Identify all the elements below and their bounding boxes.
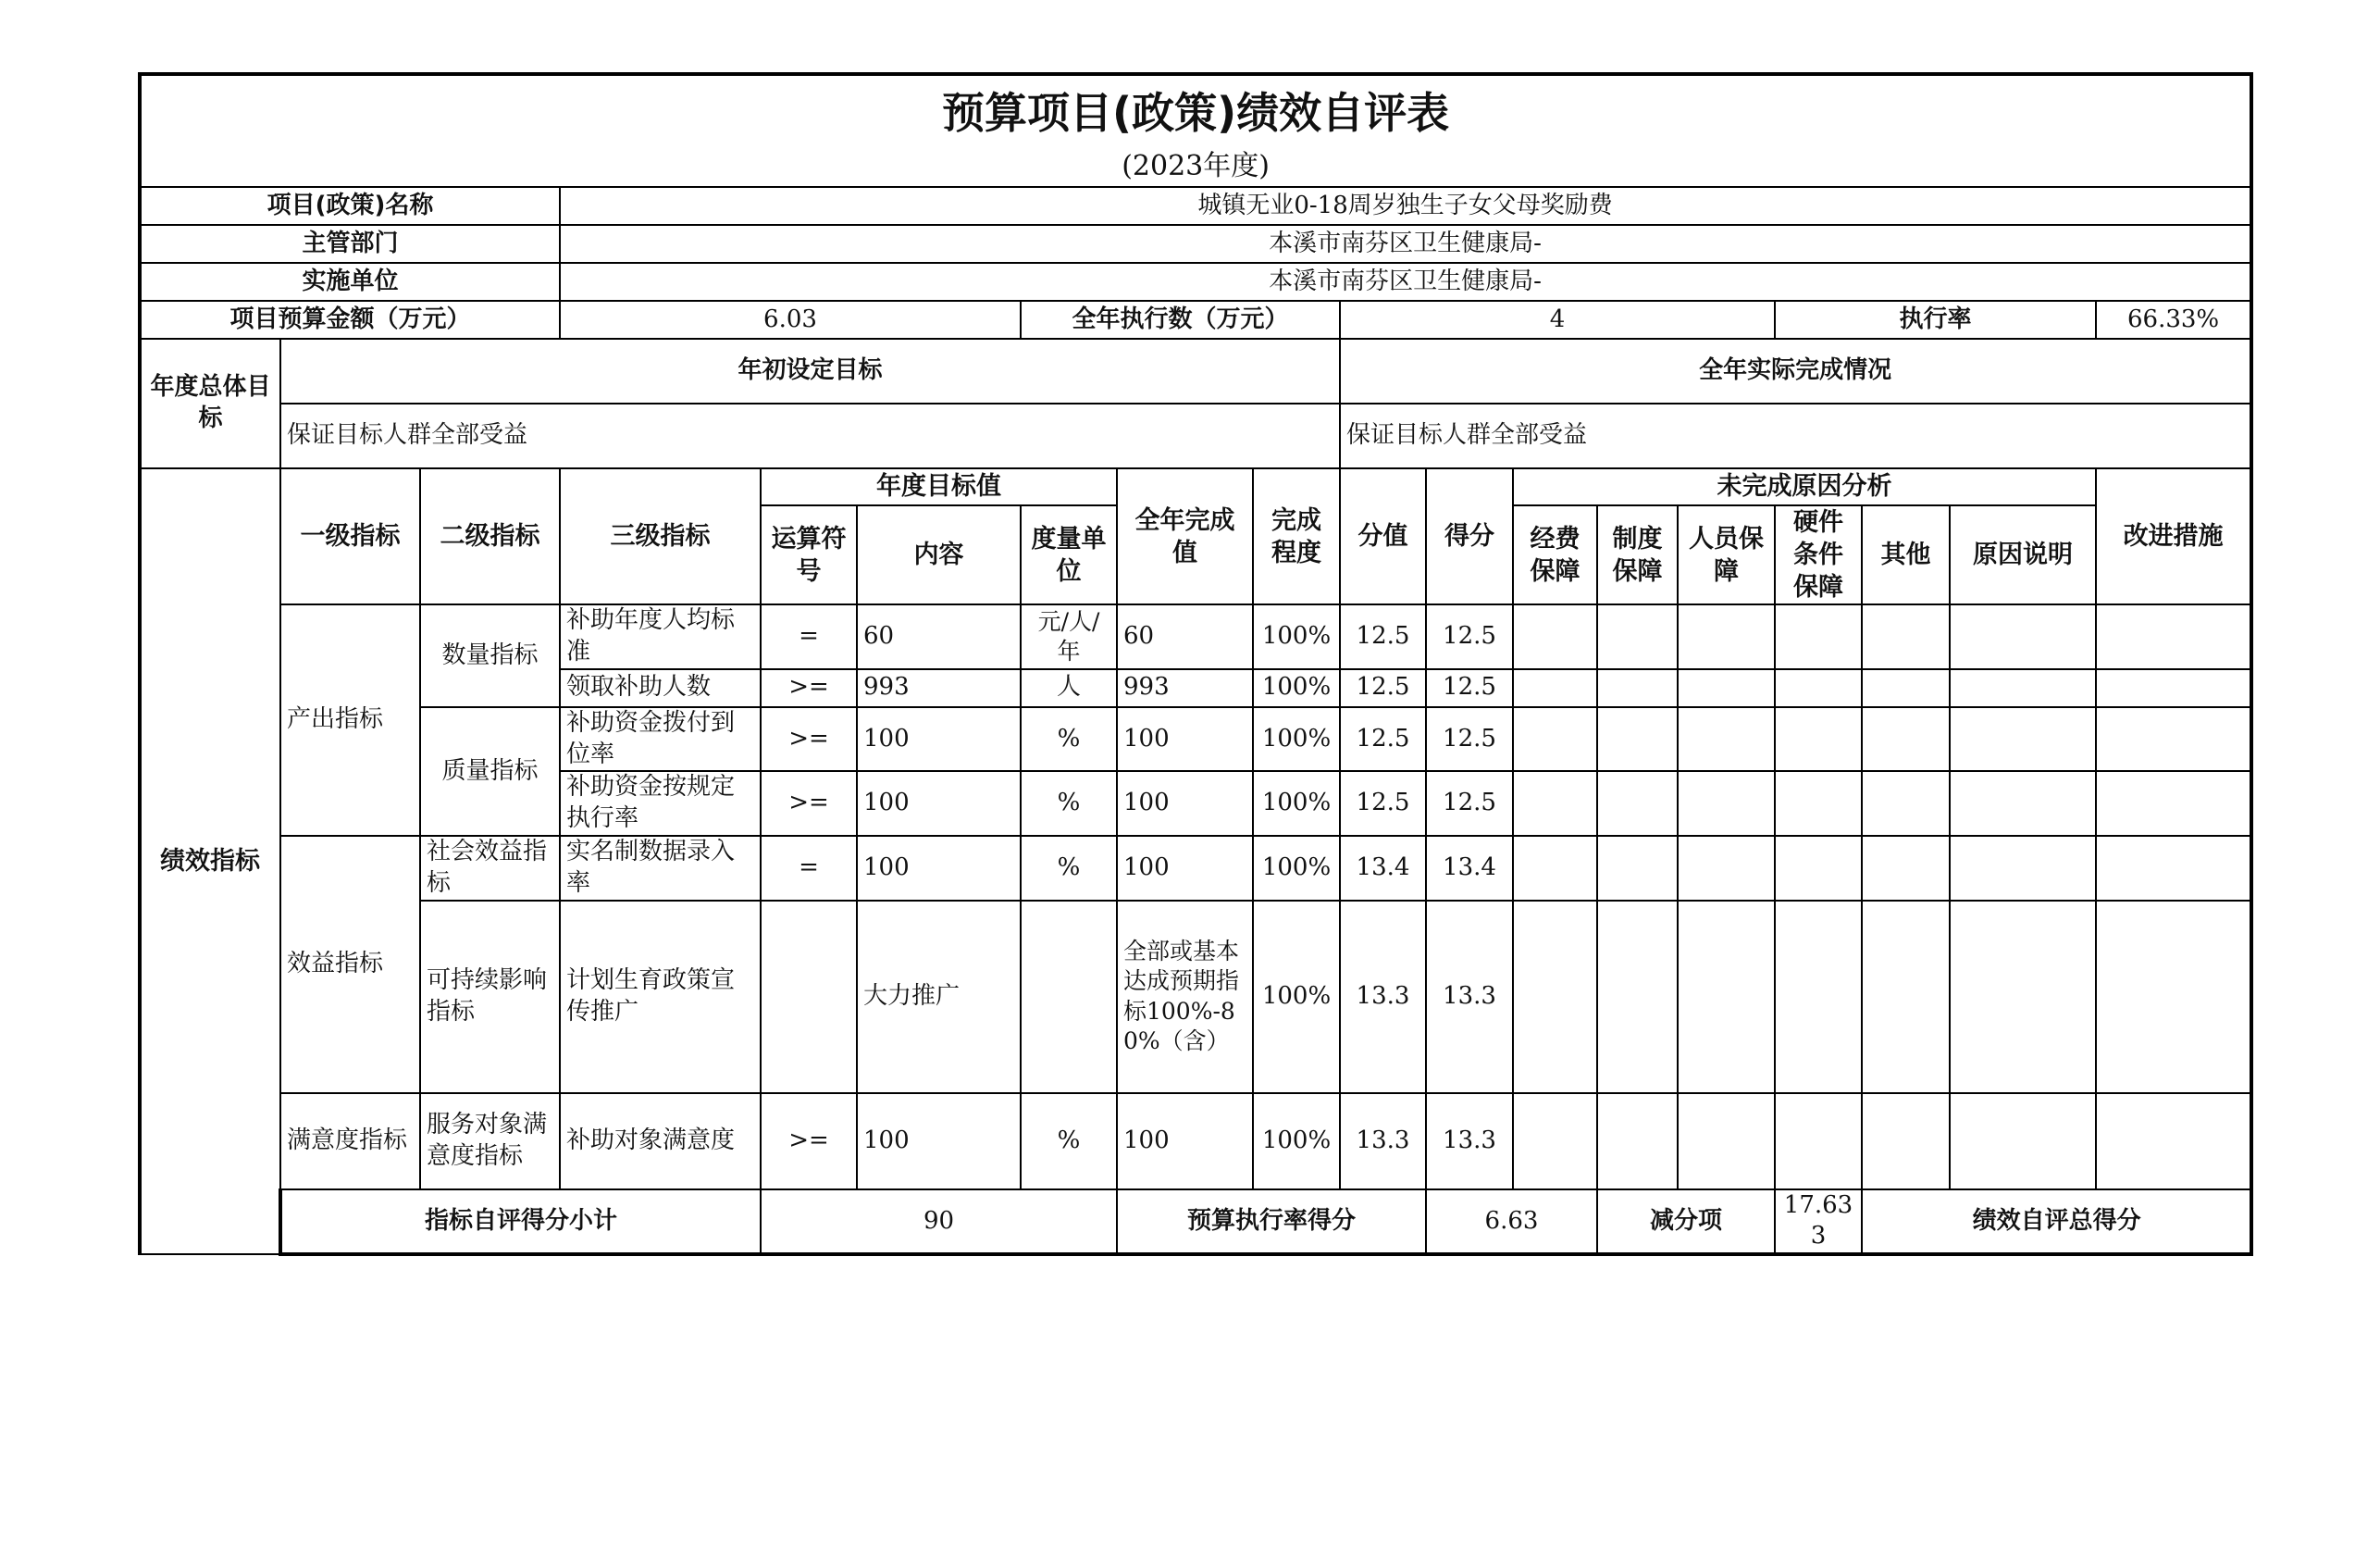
level3-cell: 补助资金按规定执行率: [560, 771, 761, 836]
page-title: 预算项目(政策)绩效自评表: [140, 74, 2251, 146]
group-quality: 质量指标: [420, 707, 560, 836]
degree-cell: 100%: [1253, 901, 1340, 1093]
actual-cell: 60: [1117, 604, 1253, 669]
group-benefit: 效益指标: [280, 836, 420, 1093]
budget-value: 6.03: [560, 301, 1021, 339]
score-cell: 12.5: [1340, 707, 1426, 772]
level3-cell: 领取补助人数: [560, 669, 761, 707]
target-value-header: 年度目标值: [761, 468, 1117, 505]
reason-other-header: 其他: [1862, 505, 1950, 604]
level3-cell: 补助年度人均标准: [560, 604, 761, 669]
budget-score-value: 6.63: [1426, 1189, 1597, 1255]
actual-cell: 993: [1117, 669, 1253, 707]
unit-cell: %: [1021, 771, 1117, 836]
table-row: [140, 836, 2251, 901]
level3-cell: 实名制数据录入率: [560, 836, 761, 901]
got-cell: 12.5: [1426, 707, 1513, 772]
operator-cell: >=: [761, 771, 857, 836]
operator-cell: =: [761, 836, 857, 901]
actual-value-header: 全年完成值: [1117, 468, 1253, 604]
actual-cell: 100: [1117, 707, 1253, 772]
level3-cell: 计划生育政策宣传推广: [560, 901, 761, 1093]
executed-label: 全年执行数（万元）: [1021, 301, 1340, 339]
unit-cell: 人: [1021, 669, 1117, 707]
table-row: [140, 707, 2251, 772]
operator-cell: >=: [761, 669, 857, 707]
score-cell: 13.3: [1340, 1093, 1426, 1189]
project-name-label: 项目(政策)名称: [140, 187, 560, 225]
group-social: 社会效益指标: [420, 836, 560, 901]
reason-funding-header: 经费保障: [1513, 505, 1597, 604]
unit-cell: %: [1021, 707, 1117, 772]
operator-cell: >=: [761, 1093, 857, 1189]
dept-value: 本溪市南芬区卫生健康局-: [560, 225, 2251, 263]
deduct-label: 减分项: [1597, 1189, 1775, 1255]
level2-header: 二级指标: [420, 468, 560, 604]
subtotal-label: 指标自评得分小计: [280, 1189, 761, 1255]
table-row: [140, 1093, 2251, 1189]
unit-cell: %: [1021, 1093, 1117, 1189]
actual-goal-value: 保证目标人群全部受益: [1340, 404, 2251, 468]
score-cell: 13.4: [1340, 836, 1426, 901]
degree-header: 完成程度: [1253, 468, 1340, 604]
subtotal-value: 90: [761, 1189, 1117, 1255]
budget-score-label: 预算执行率得分: [1117, 1189, 1426, 1255]
operator-cell: >=: [761, 707, 857, 772]
got-cell: 12.5: [1426, 669, 1513, 707]
group-output: 产出指标: [280, 604, 420, 836]
deduct-value: 17.633: [1775, 1189, 1862, 1255]
got-header: 得分: [1426, 468, 1513, 604]
reason-hardware-header: 硬件条件保障: [1775, 505, 1862, 604]
degree-cell: 100%: [1253, 707, 1340, 772]
degree-cell: 100%: [1253, 836, 1340, 901]
content-cell: 993: [857, 669, 1021, 707]
degree-cell: 100%: [1253, 604, 1340, 669]
degree-cell: 100%: [1253, 1093, 1340, 1189]
total-score-label: 绩效自评总得分: [1862, 1189, 2251, 1255]
got-cell: 12.5: [1426, 604, 1513, 669]
operator-cell: [761, 901, 857, 1093]
performance-table-sheet: [138, 72, 2250, 1251]
content-cell: 100: [857, 707, 1021, 772]
reason-staff-header: 人员保障: [1678, 505, 1775, 604]
degree-cell: 100%: [1253, 669, 1340, 707]
content-cell: 60: [857, 604, 1021, 669]
table-row: [140, 604, 2251, 669]
got-cell: 12.5: [1426, 771, 1513, 836]
rate-label: 执行率: [1775, 301, 2096, 339]
annual-goal-label: 年度总体目标: [140, 339, 280, 468]
actual-cell: 全部或基本达成预期指标100%-80%（含）: [1117, 901, 1253, 1093]
level1-header: 一级指标: [280, 468, 420, 604]
dept-label: 主管部门: [140, 225, 560, 263]
score-header: 分值: [1340, 468, 1426, 604]
level3-cell: 补助资金拨付到位率: [560, 707, 761, 772]
project-name-value: 城镇无业0-18周岁独生子女父母奖励费: [560, 187, 2251, 225]
unit-cell: 元/人/年: [1021, 604, 1117, 669]
group-sustain: 可持续影响指标: [420, 901, 560, 1093]
got-cell: 13.3: [1426, 901, 1513, 1093]
score-cell: 12.5: [1340, 771, 1426, 836]
score-cell: 13.3: [1340, 901, 1426, 1093]
group-quantity: 数量指标: [420, 604, 560, 707]
content-header: 内容: [857, 505, 1021, 604]
table-row: [140, 901, 2251, 1093]
degree-cell: 100%: [1253, 771, 1340, 836]
unit-label: 实施单位: [140, 263, 560, 301]
operator-header: 运算符号: [761, 505, 857, 604]
got-cell: 13.4: [1426, 836, 1513, 901]
content-cell: 100: [857, 1093, 1021, 1189]
perf-indicator-label: 绩效指标: [140, 468, 280, 1254]
reason-analysis-header: 未完成原因分析: [1513, 468, 2096, 505]
got-cell: 13.3: [1426, 1093, 1513, 1189]
rate-value: 66.33%: [2096, 301, 2251, 339]
level3-cell: 补助对象满意度: [560, 1093, 761, 1189]
year-subtitle: (2023年度): [140, 146, 2251, 187]
score-cell: 12.5: [1340, 669, 1426, 707]
budget-label: 项目预算金额（万元）: [140, 301, 560, 339]
content-cell: 大力推广: [857, 901, 1021, 1093]
unit-header: 度量单位: [1021, 505, 1117, 604]
actual-goal-header: 全年实际完成情况: [1340, 339, 2251, 404]
group-satisfaction: 满意度指标: [280, 1093, 420, 1189]
initial-goal-value: 保证目标人群全部受益: [280, 404, 1340, 468]
initial-goal-header: 年初设定目标: [280, 339, 1340, 404]
reason-system-header: 制度保障: [1597, 505, 1678, 604]
operator-cell: =: [761, 604, 857, 669]
content-cell: 100: [857, 836, 1021, 901]
reason-note-header: 原因说明: [1950, 505, 2096, 604]
actual-cell: 100: [1117, 771, 1253, 836]
actual-cell: 100: [1117, 1093, 1253, 1189]
actual-cell: 100: [1117, 836, 1253, 901]
unit-cell: %: [1021, 836, 1117, 901]
executed-value: 4: [1340, 301, 1775, 339]
unit-cell: [1021, 901, 1117, 1093]
content-cell: 100: [857, 771, 1021, 836]
level3-header: 三级指标: [560, 468, 761, 604]
group-service: 服务对象满意度指标: [420, 1093, 560, 1189]
score-cell: 12.5: [1340, 604, 1426, 669]
performance-table: [138, 72, 2253, 1256]
improve-header: 改进措施: [2096, 468, 2251, 604]
unit-value: 本溪市南芬区卫生健康局-: [560, 263, 2251, 301]
